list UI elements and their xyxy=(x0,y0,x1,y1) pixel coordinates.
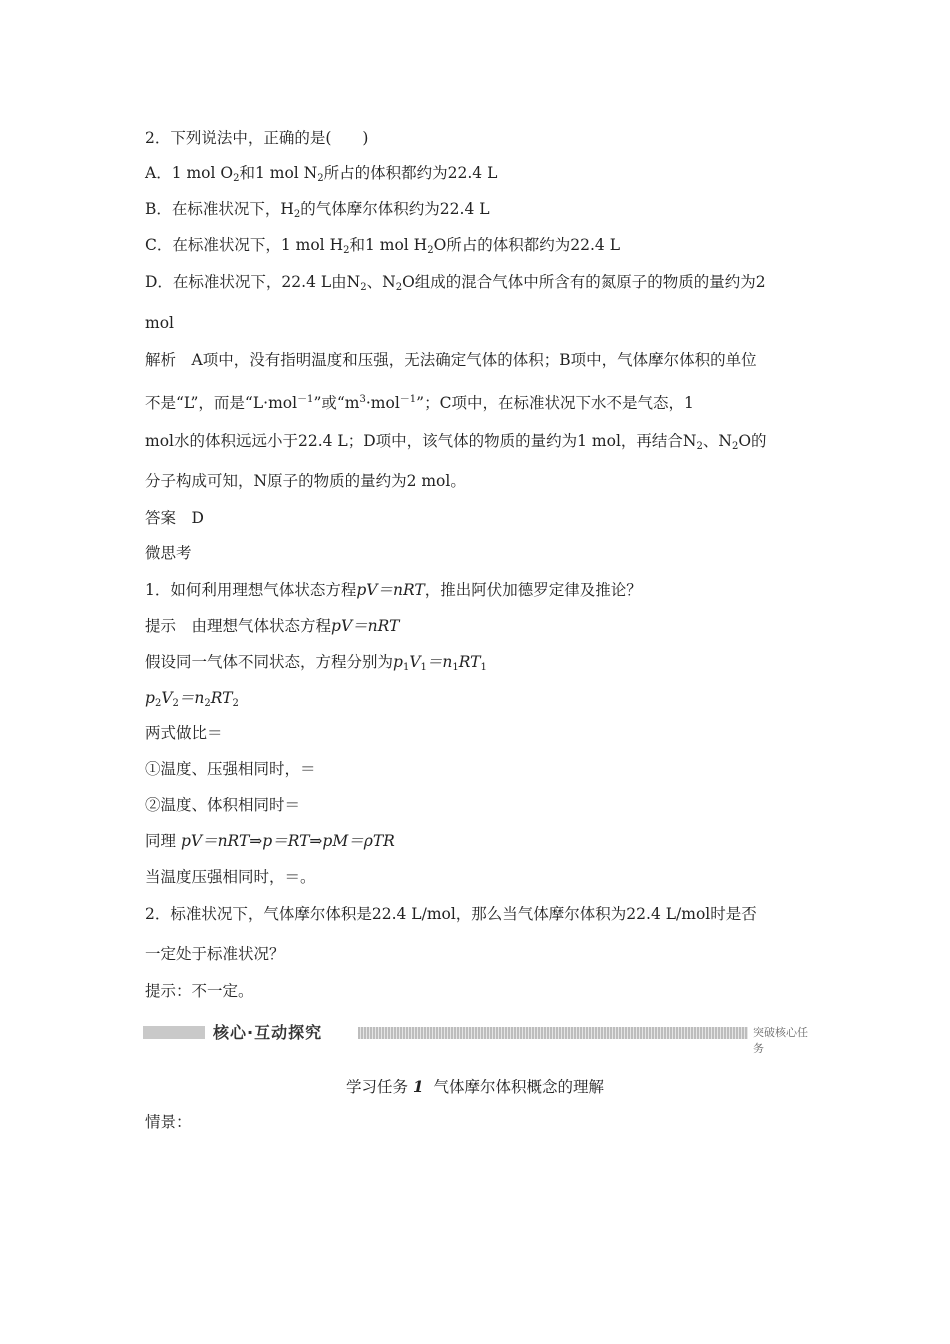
analysis-text: 不是“L”，而是“L·mol xyxy=(145,394,298,412)
analysis-line-3 xyxy=(145,431,767,457)
subscript: 2 xyxy=(204,698,211,709)
think-q1-text: ，推出阿伏加德罗定律及推论？ xyxy=(424,581,642,599)
think-q2-hint: 提示：不一定。 xyxy=(145,982,254,1000)
option-d-text: O组成的混合气体中所含有的氮原子的物质的量约为2 xyxy=(402,273,766,291)
subscript: 2 xyxy=(696,441,703,452)
assume-line xyxy=(145,652,487,678)
option-d-cont: mol xyxy=(145,314,174,332)
banner-title: 核心·互动探究 xyxy=(213,1023,323,1042)
analysis-text: mol水的体积远远小于22.4 L；D项中，该气体的物质的量约为1 mol，再结合N xyxy=(145,432,697,450)
subscript: 1 xyxy=(480,662,487,673)
equation: p xyxy=(145,689,155,707)
equation: pV＝nRT⇒p＝RT⇒pM＝ρTR xyxy=(180,832,395,850)
subscript: 2 xyxy=(154,698,162,709)
subscript: 2 xyxy=(731,441,739,452)
banner-bar-middle xyxy=(358,1027,748,1039)
superscript: －1 xyxy=(297,394,314,405)
answer: 答案 D xyxy=(145,509,204,527)
hint-text: 提示 由理想气体状态方程 xyxy=(145,617,332,635)
think-hint xyxy=(145,616,399,636)
equation: pV＝nRT xyxy=(331,617,400,635)
q2-stem: 2．下列说法中，正确的是( ) xyxy=(145,129,369,147)
option-b-text: B．在标准状况下，H xyxy=(145,200,294,218)
analysis-text: ”或“m xyxy=(313,394,360,412)
subscript: 2 xyxy=(232,698,239,709)
equation: V xyxy=(161,689,173,707)
equation: pV＝nRT xyxy=(356,581,425,599)
think-q1-text: 1．如何利用理想气体状态方程 xyxy=(145,581,357,599)
subscript: 2 xyxy=(343,245,350,256)
option-c-text: 和1 mol H xyxy=(349,236,428,254)
equation: p xyxy=(393,653,403,671)
equation: ＝n xyxy=(426,653,453,671)
scene-label: 情景： xyxy=(145,1113,192,1131)
subscript: 2 xyxy=(233,173,240,184)
analysis-line-2 xyxy=(145,390,694,413)
option-b xyxy=(145,199,490,225)
think-q2-line-1: 2．标准状况下，气体摩尔体积是22.4 L/mol，那么当气体摩尔体积为22.4 L/mol时是否 xyxy=(145,905,757,923)
task-label: 学习任务 xyxy=(345,1078,408,1096)
think-q1 xyxy=(145,580,642,600)
assume-text: 假设同一气体不同状态，方程分别为 xyxy=(145,653,394,671)
same-line xyxy=(145,831,395,851)
superscript: 3 xyxy=(359,394,366,405)
option-a-text: 和1 mol N xyxy=(239,164,318,182)
subscript: 2 xyxy=(360,282,367,293)
subscript: 2 xyxy=(395,282,403,293)
option-d-text: D．在标准状况下，22.4 L由N xyxy=(145,273,361,291)
analysis-text: ·mol xyxy=(365,394,400,412)
analysis-text: O的 xyxy=(738,432,767,450)
when-line: 当温度压强相同时，＝。 xyxy=(145,868,316,886)
option-c-text: O所占的体积都约为22.4 L xyxy=(433,236,621,254)
option-d xyxy=(145,272,766,298)
equation: ＝n xyxy=(178,689,205,707)
ratio-line: 两式做比＝ xyxy=(145,724,223,742)
case-1: ①温度、压强相同时，＝ xyxy=(145,760,316,778)
think-q2-line-2: 一定处于标准状况？ xyxy=(145,945,285,963)
analysis-line-4: 分子构成可知，N原子的物质的量约为2 mol。 xyxy=(145,472,466,490)
option-c-text: C．在标准状况下，1 mol H xyxy=(145,236,344,254)
option-a-text: A．1 mol O xyxy=(145,164,234,182)
analysis-text: 、N xyxy=(702,432,732,450)
subscript: 1 xyxy=(420,662,427,673)
equation: RT xyxy=(210,689,233,707)
task-title: 气体摩尔体积概念的理解 xyxy=(433,1078,605,1096)
option-d-text: 、N xyxy=(366,273,396,291)
think-heading: 微思考 xyxy=(145,544,192,562)
section-banner xyxy=(143,1022,813,1055)
task-number: 1 xyxy=(412,1077,424,1096)
task-heading xyxy=(0,1075,950,1097)
banner-tag: 突破核心任务 xyxy=(751,1025,813,1057)
banner-bar-left xyxy=(143,1026,205,1039)
option-a xyxy=(145,163,497,189)
subscript: 2 xyxy=(317,173,324,184)
subscript: 1 xyxy=(402,662,410,673)
option-a-text: 所占的体积都约为22.4 L xyxy=(323,164,498,182)
subscript: 1 xyxy=(452,662,459,673)
equation: V xyxy=(409,653,421,671)
analysis-text: ”；C项中，在标准状况下水不是气态，1 xyxy=(416,394,694,412)
case-2: ②温度、体积相同时＝ xyxy=(145,796,301,814)
analysis-line-1: 解析 A项中，没有指明温度和压强，无法确定气体的体积；B项中，气体摩尔体积的单位 xyxy=(145,351,757,369)
option-c xyxy=(145,235,620,261)
subscript: 2 xyxy=(293,209,301,220)
equation-2 xyxy=(145,688,239,714)
subscript: 2 xyxy=(172,698,179,709)
equation: RT xyxy=(458,653,481,671)
option-b-text: 的气体摩尔体积约为22.4 L xyxy=(300,200,490,218)
subscript: 2 xyxy=(427,245,434,256)
same-text: 同理 xyxy=(145,832,177,850)
superscript: －1 xyxy=(399,394,417,405)
